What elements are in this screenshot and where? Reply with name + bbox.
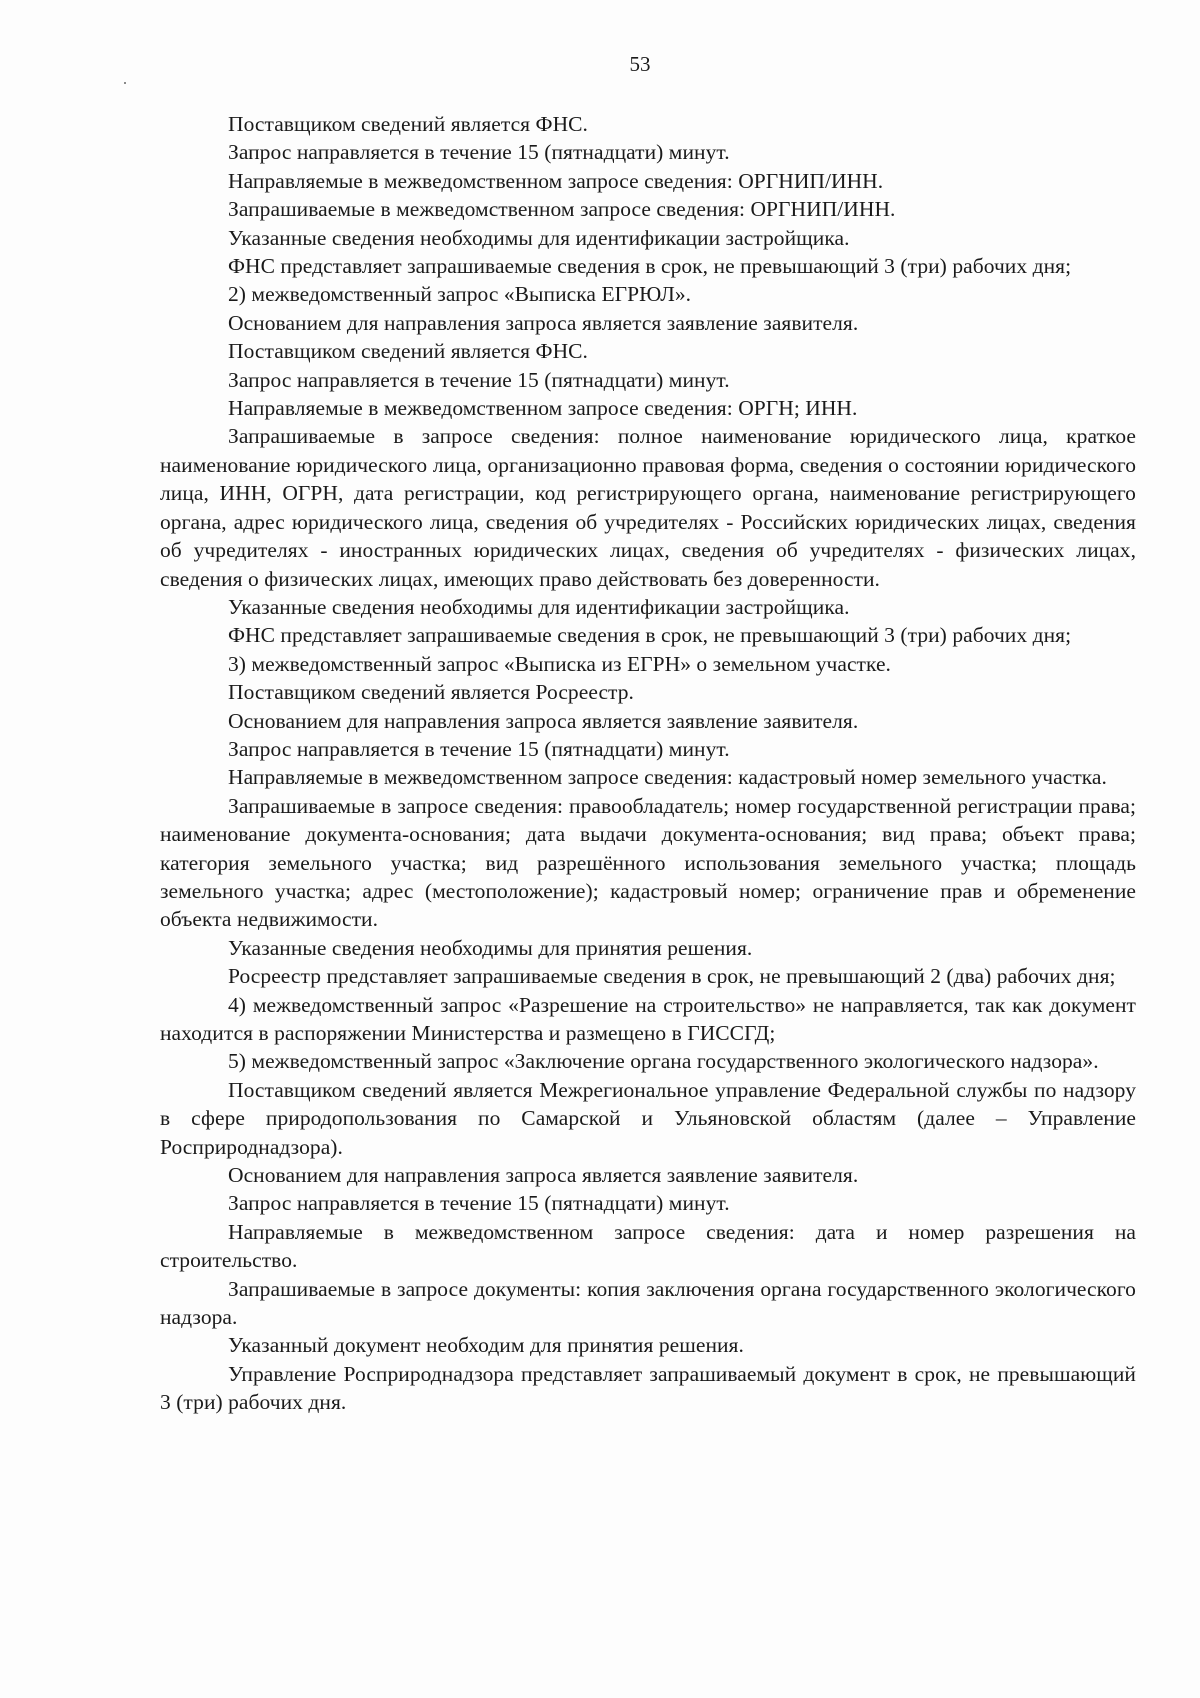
- paragraph: Направляемые в межведомственном запросе сведения: кадастровый номер земельного участка.: [228, 765, 1107, 790]
- paragraph: Запрашиваемые в запросе документы: копия заключения органа государственного экологического надзора.: [160, 1276, 1136, 1330]
- paragraph: Управление Росприроднадзора представляет запрашиваемый документ в срок, не превышающий 3 (три) рабочих дня.: [160, 1361, 1136, 1415]
- paragraph: Запрашиваемые в межведомственном запросе сведения: ОРГНИП/ИНН.: [228, 197, 896, 222]
- paragraph: Указанные сведения необходимы для идентификации застройщика.: [228, 225, 850, 250]
- paragraph: Поставщиком сведений является Межрегиональное управление Федеральной службы по надзору в сфере природопользования по Самарской и Ульяновской областям (далее – Управление Росприроднадзора).: [160, 1077, 1136, 1159]
- paragraph: Направляемые в межведомственном запросе сведения: ОРГН; ИНН.: [228, 396, 858, 421]
- paragraph: Основанием для направления запроса является заявление заявителя.: [228, 1163, 859, 1188]
- paragraph: Указанный документ необходим для принятия решения.: [228, 1333, 744, 1358]
- document-body: [160, 110, 1136, 1417]
- paragraph: 3) межведомственный запрос «Выписка из ЕГРН» о земельном участке.: [228, 651, 891, 676]
- paragraph: Основанием для направления запроса является заявление заявителя.: [228, 708, 859, 733]
- paragraph: Направляемые в межведомственном запросе сведения: ОРГНИП/ИНН.: [228, 168, 884, 193]
- paragraph: Запрашиваемые в запросе сведения: полное наименование юридического лица, краткое наименование юридического лица, организационно правовая форма, сведения о состоянии юридического лица, ИНН, ОГРН, дата регистрации, код регистрирующего органа, наименование регистрирующего органа, адрес юридического лица, сведения об учредителях - Российских юридических лицах, сведения об учредителях - иностранных юридических лицах, сведения об учредителях - физических лицах, сведения о физических лицах, имеющих право действовать без доверенности.: [160, 424, 1136, 591]
- paragraph: 2) межведомственный запрос «Выписка ЕГРЮЛ».: [228, 282, 692, 307]
- paragraph: Запрос направляется в течение 15 (пятнадцати) минут.: [228, 736, 730, 761]
- paragraph: Запрос направляется в течение 15 (пятнадцати) минут.: [228, 1191, 730, 1216]
- paragraph: ФНС представляет запрашиваемые сведения в срок, не превышающий 3 (три) рабочих дня;: [228, 623, 1072, 648]
- paragraph: Указанные сведения необходимы для принятия решения.: [228, 935, 753, 960]
- paragraph: Запрашиваемые в запросе сведения: правообладатель; номер государственной регистрации права; наименование документа-основания; дата выдачи документа-основания; вид права; объект права; категория земельного участка; вид разрешённого использования земельного участка; площадь земельного участка; адрес (местоположение); кадастровый номер; ограничение прав и обременение объекта недвижимости.: [160, 793, 1136, 932]
- paragraph: Указанные сведения необходимы для идентификации застройщика.: [228, 594, 850, 619]
- scan-speck: [124, 82, 126, 84]
- paragraph: Поставщиком сведений является ФНС.: [228, 339, 588, 364]
- paragraph: Запрос направляется в течение 15 (пятнадцати) минут.: [228, 367, 730, 392]
- paragraph: Основанием для направления запроса является заявление заявителя.: [228, 310, 859, 335]
- paragraph: 5) межведомственный запрос «Заключение органа государственного экологического надзора».: [228, 1049, 1099, 1074]
- paragraph: ФНС представляет запрашиваемые сведения в срок, не превышающий 3 (три) рабочих дня;: [228, 254, 1072, 279]
- paragraph: 4) межведомственный запрос «Разрешение на строительство» не направляется, так как документ находится в распоряжении Министерства и размещено в ГИССГД;: [160, 992, 1136, 1045]
- paragraph: Запрос направляется в течение 15 (пятнадцати) минут.: [228, 140, 730, 165]
- paragraph: Поставщиком сведений является Росреестр.: [228, 680, 634, 705]
- paragraph: Направляемые в межведомственном запросе сведения: дата и номер разрешения на строительство.: [160, 1219, 1136, 1273]
- page-number: 53: [629, 52, 651, 76]
- paragraph: Росреестр представляет запрашиваемые сведения в срок, не превышающий 2 (два) рабочих дня;: [228, 964, 1116, 989]
- paragraph: Поставщиком сведений является ФНС.: [228, 112, 588, 136]
